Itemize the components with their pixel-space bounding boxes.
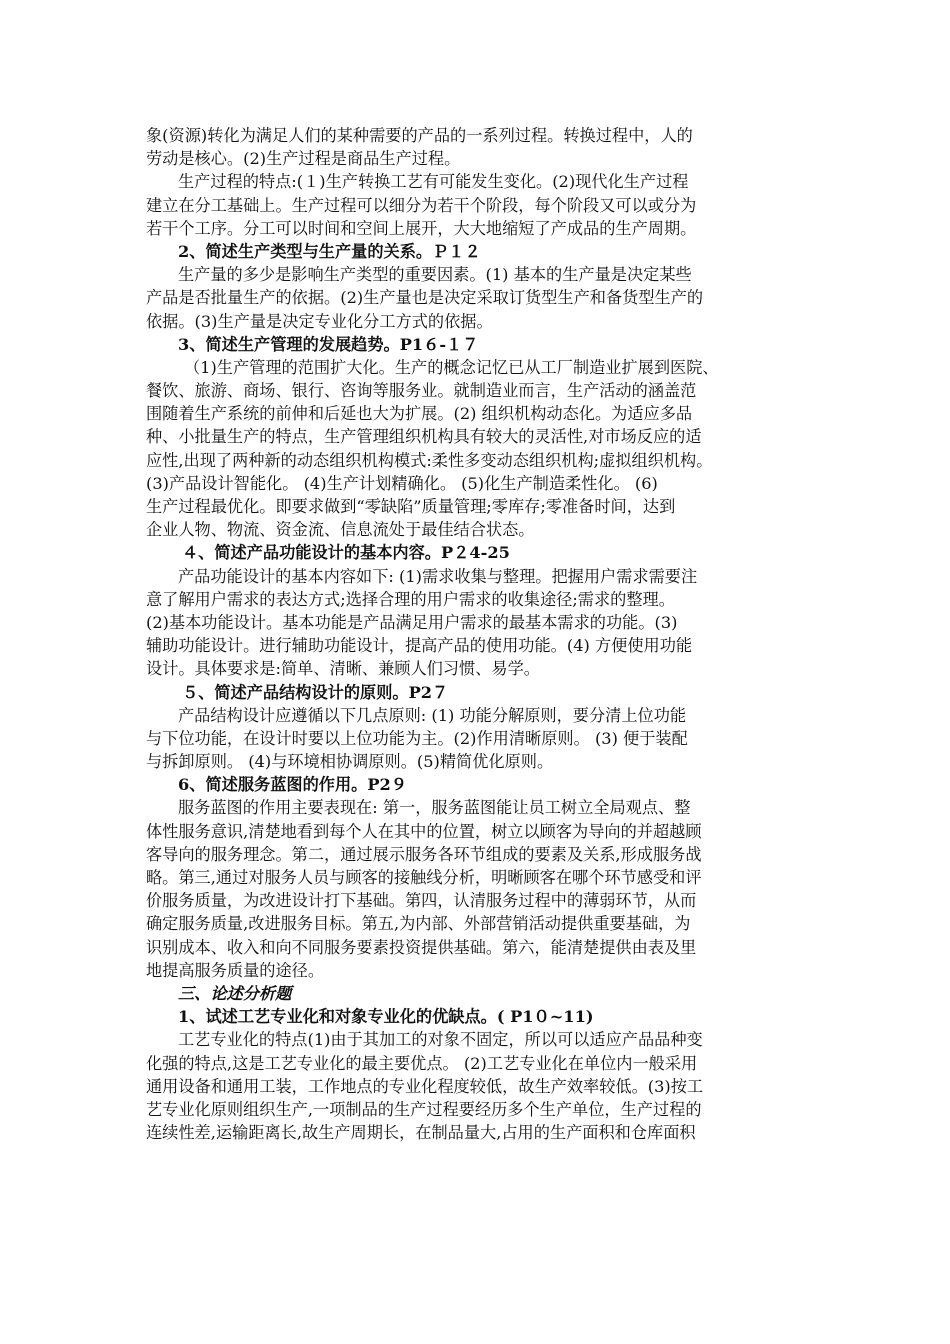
section-heading: 6、简述服务蓝图的作用。P2９ xyxy=(178,775,407,795)
text-line: 服务蓝图的作用主要表现在: 第一，服务蓝图能让员工树立全局观点、整 xyxy=(178,798,691,818)
text-line: 地提高服务质量的途径。 xyxy=(146,960,325,980)
text-line: 劳动是核心。(2)生产过程是商品生产过程。 xyxy=(146,149,461,169)
text-line: 价服务质量，为改进设计打下基础。第四，认清服务过程中的薄弱环节，从而 xyxy=(146,891,697,911)
text-line: 连续性差,运输距离长,故生产周期长，在制品量大,占用的生产面积和仓库面积 xyxy=(146,1123,696,1143)
text-line: 象(资源)转化为满足人们的某种需要的产品的一系列过程。转换过程中，人的 xyxy=(146,126,693,145)
document-body xyxy=(146,124,806,1144)
text-line: 餐饮、旅游、商场、银行、咨询等服务业。就制造业而言，生产活动的涵盖范 xyxy=(146,381,697,401)
text-line: 产品是否批量生产的依据。(2)生产量也是决定采取订货型生产和备货型生产的 xyxy=(146,288,704,308)
text-line: 若干个工序。分工可以时间和空间上展开，大大地缩短了产成品的生产周期。 xyxy=(146,218,697,238)
text-line: 化强的特点,这是工艺专业化的最主要优点。 (2)工艺专业化在单位内一般采用 xyxy=(146,1053,698,1073)
text-line: 生产过程最优化。即要求做到“零缺陷”质量管理;零库存;零准备时间，达到 xyxy=(146,497,676,516)
text-line: 识别成本、收入和向不同服务要素投资提供基础。第六，能清楚提供由表及里 xyxy=(146,937,697,957)
text-line: 与拆卸原则。 (4)与环境相协调原则。(5)精简优化原则。 xyxy=(146,752,554,772)
text-line: 略。第三,通过对服务人员与顾客的接触线分析，明晰顾客在哪个环节感受和评 xyxy=(146,868,702,887)
text-line: 设计。具体要求是:简单、清晰、兼顾人们习惯、易学。 xyxy=(146,659,540,679)
section-heading: 3、简述生产管理的发展趋势。P1６-１７ xyxy=(178,334,479,354)
section-heading: 2、简述生产类型与生产量的关系。Ｐ１２ xyxy=(178,241,481,261)
text-line: 确定服务质量,改进服务目标。第五,为内部、外部营销活动提供重要基础，为 xyxy=(146,914,691,934)
text-line: 依据。(3)生产量是决定专业化分工方式的依据。 xyxy=(146,311,493,331)
section-heading: ５、简述产品结构设计的原则。P2７ xyxy=(182,682,449,702)
text-line: (3)产品设计智能化。 (4)生产计划精确化。 (5)化生产制造柔性化。 (6) xyxy=(146,473,658,493)
text-line: 围随着生产系统的前伸和后延也大为扩展。(2) 组织机构动态化。为适应多品 xyxy=(146,404,693,424)
section-heading: ４、简述产品功能设计的基本内容。P２4-25 xyxy=(182,543,510,563)
text-line: 辅助功能设计。进行辅助功能设计，提高产品的使用功能。(4) 方便使用功能 xyxy=(146,636,693,656)
section-heading: 三、论述分析题 xyxy=(178,983,292,1003)
text-line: 生产过程的特点:(１)生产转换工艺有可能发生变化。(2)现代化生产过程 xyxy=(178,172,689,192)
text-line: 通用设备和通用工装，工作地点的专业化程度较低，故生产效率较低。(3)按工 xyxy=(146,1076,704,1096)
text-line: 艺专业化原则组织生产,一项制品的生产过程要经历多个生产单位，生产过程的 xyxy=(146,1099,702,1119)
section-heading: 1、试述工艺专业化和对象专业化的优缺点。( P1０~11) xyxy=(178,1007,594,1027)
text-line: 种、小批量生产的特点，生产管理组织机构具有较大的灵活性,对市场反应的适 xyxy=(146,427,702,447)
text-line: 产品结构设计应遵循以下几点原则: (1) 功能分解原则，要分清上位功能 xyxy=(178,705,687,725)
text-line: 生产量的多少是影响生产类型的重要因素。(1) 基本的生产量是决定某些 xyxy=(178,265,692,285)
text-line: 体性服务意识,清楚地看到每个人在其中的位置，树立以顾客为导向的并超越顾 xyxy=(146,821,702,841)
text-line: 应性,出现了两种新的动态组织机构模式:柔性多变动态组织机构;虚拟组织机构。 xyxy=(146,450,713,470)
text-line: 产品功能设计的基本内容如下: (1)需求收集与整理。把握用户需求需要注 xyxy=(178,566,698,586)
text-line: 客导向的服务理念。第二，通过展示服务各环节组成的要素及关系,形成服务战 xyxy=(146,844,702,864)
text-line: 工艺专业化的特点(1)由于其加工的对象不固定，所以可以适应产品品种变 xyxy=(178,1030,703,1050)
text-line: 建立在分工基础上。生产过程可以细分为若干个阶段，每个阶段又可以或分为 xyxy=(146,195,697,215)
text-line: （1)生产管理的范围扩大化。生产的概念记忆已从工厂制造业扩展到医院、 xyxy=(184,357,719,377)
text-line: 与下位功能，在设计时要以上位功能为主。(2)作用清晰原则。 (3) 便于装配 xyxy=(146,728,688,748)
text-line: (2)基本功能设计。基本功能是产品满足用户需求的最基本需求的功能。(3) xyxy=(146,612,678,632)
text-line: 企业人物、物流、资金流、信息流处于最佳结合状态。 xyxy=(146,520,535,540)
text-line: 意了解用户需求的表达方式;选择合理的用户需求的收集途径;需求的整理。 xyxy=(146,589,675,609)
